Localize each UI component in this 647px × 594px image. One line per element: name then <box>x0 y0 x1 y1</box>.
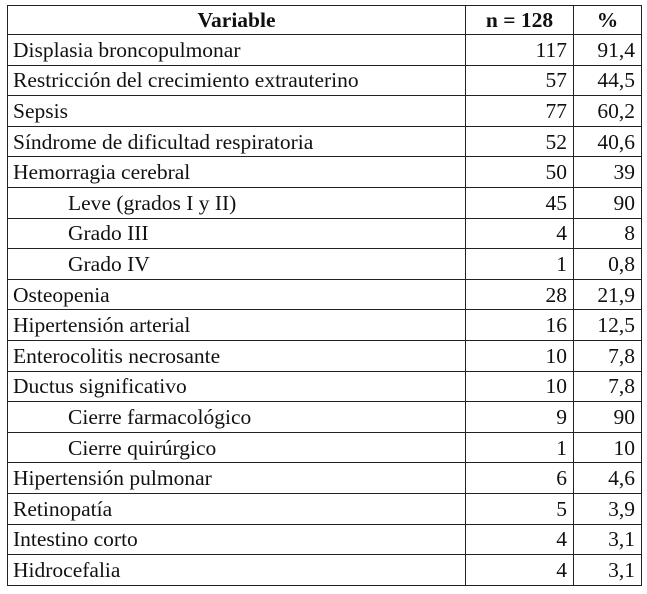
count-cell: 4 <box>466 218 574 249</box>
variable-cell: Sepsis <box>8 96 466 127</box>
variable-cell: Hemorragia cerebral <box>8 157 466 188</box>
percent-cell: 90 <box>574 187 642 218</box>
variable-cell: Enterocolitis necrosante <box>8 340 466 371</box>
variable-cell: Hipertensión arterial <box>8 310 466 341</box>
table-row <box>8 35 642 66</box>
percent-cell: 3,9 <box>574 493 642 524</box>
header-percent: % <box>574 6 642 35</box>
percent-cell: 7,8 <box>574 371 642 402</box>
count-cell: 6 <box>466 463 574 494</box>
header-row <box>8 6 642 35</box>
percent-cell: 7,8 <box>574 340 642 371</box>
percent-cell: 91,4 <box>574 35 642 66</box>
table-row <box>8 524 642 555</box>
table-row <box>8 432 642 463</box>
table-row <box>8 126 642 157</box>
header-variable: Variable <box>8 6 466 35</box>
table-row <box>8 249 642 280</box>
variable-cell: Osteopenia <box>8 279 466 310</box>
count-cell: 50 <box>466 157 574 188</box>
table-row <box>8 96 642 127</box>
variable-cell: Hipertensión pulmonar <box>8 463 466 494</box>
count-cell: 9 <box>466 402 574 433</box>
percent-cell: 40,6 <box>574 126 642 157</box>
variable-cell: Displasia broncopulmonar <box>8 35 466 66</box>
table-row <box>8 157 642 188</box>
count-cell: 4 <box>466 555 574 586</box>
variable-cell: Restricción del crecimiento extrauterino <box>8 65 466 96</box>
count-cell: 77 <box>466 96 574 127</box>
count-cell: 1 <box>466 249 574 280</box>
variable-cell: Grado IV <box>8 249 466 280</box>
percent-cell: 8 <box>574 218 642 249</box>
variable-cell: Cierre farmacológico <box>8 402 466 433</box>
count-cell: 4 <box>466 524 574 555</box>
count-cell: 117 <box>466 35 574 66</box>
header-n: n = 128 <box>466 6 574 35</box>
table-row <box>8 371 642 402</box>
variable-cell: Grado III <box>8 218 466 249</box>
count-cell: 1 <box>466 432 574 463</box>
percent-cell: 3,1 <box>574 524 642 555</box>
count-cell: 57 <box>466 65 574 96</box>
percent-cell: 3,1 <box>574 555 642 586</box>
table-row <box>8 340 642 371</box>
complications-table <box>7 5 642 586</box>
percent-cell: 12,5 <box>574 310 642 341</box>
variable-cell: Cierre quirúrgico <box>8 432 466 463</box>
variable-cell: Leve (grados I y II) <box>8 187 466 218</box>
table-row <box>8 279 642 310</box>
percent-cell: 90 <box>574 402 642 433</box>
percent-cell: 39 <box>574 157 642 188</box>
percent-cell: 0,8 <box>574 249 642 280</box>
percent-cell: 21,9 <box>574 279 642 310</box>
table-row <box>8 65 642 96</box>
variable-cell: Síndrome de dificultad respiratoria <box>8 126 466 157</box>
table-row <box>8 402 642 433</box>
table-row <box>8 218 642 249</box>
count-cell: 10 <box>466 340 574 371</box>
count-cell: 5 <box>466 493 574 524</box>
count-cell: 16 <box>466 310 574 341</box>
variable-cell: Intestino corto <box>8 524 466 555</box>
variable-cell: Hidrocefalia <box>8 555 466 586</box>
variable-cell: Ductus significativo <box>8 371 466 402</box>
percent-cell: 4,6 <box>574 463 642 494</box>
table-row <box>8 463 642 494</box>
table-row <box>8 493 642 524</box>
table-row <box>8 187 642 218</box>
count-cell: 45 <box>466 187 574 218</box>
table-row <box>8 555 642 586</box>
percent-cell: 10 <box>574 432 642 463</box>
count-cell: 52 <box>466 126 574 157</box>
variable-cell: Retinopatía <box>8 493 466 524</box>
percent-cell: 60,2 <box>574 96 642 127</box>
count-cell: 10 <box>466 371 574 402</box>
percent-cell: 44,5 <box>574 65 642 96</box>
table-row <box>8 310 642 341</box>
count-cell: 28 <box>466 279 574 310</box>
